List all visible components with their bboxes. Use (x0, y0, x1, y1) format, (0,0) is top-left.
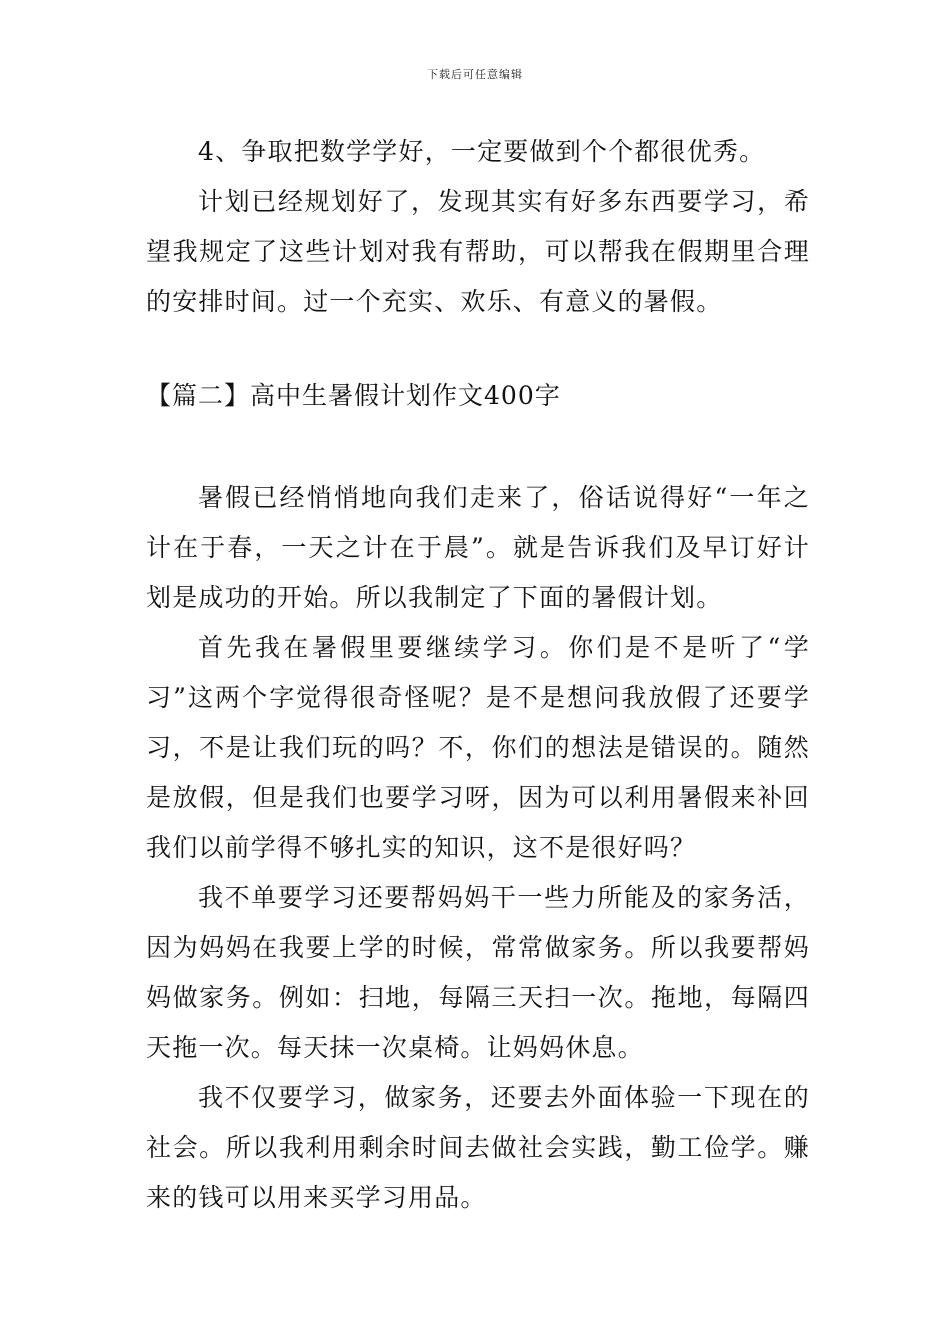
paragraph: 首先我在暑假里要继续学习。你们是不是听了“学习”这两个字觉得很奇怪呢？是不是想问我放假了还要学习，不是让我们玩的吗？不，你们的想法是错误的。随然是放假，但是我们也要学习呀，因为可以利用暑假来补回我们以前学得不够扎实的知识，这不是很好吗？ (146, 633, 810, 862)
paragraph: 暑假已经悄悄地向我们走来了，俗话说得好“一年之计在于春，一天之计在于晨”。就是告诉我们及早订好计划是成功的开始。所以我制定了下面的暑假计划。 (146, 483, 810, 612)
header-note: 下载后可任意编辑 (427, 68, 523, 81)
paragraph: 4、争取把数学学好，一定要做到个个都很优秀。 (198, 137, 766, 166)
section2-body (146, 473, 810, 1223)
section-heading: 【篇二】高中生暑假计划作文400字 (146, 381, 561, 410)
paragraph: 我不单要学习还要帮妈妈干一些力所能及的家务活，因为妈妈在我要上学的时候，常常做家务。所以我要帮妈妈做家务。例如：扫地，每隔三天扫一次。拖地，每隔四天拖一次。每天抹一次桌椅。让妈妈休息。 (146, 883, 810, 1062)
paragraph: 我不仅要学习，做家务，还要去外面体验一下现在的社会。所以我利用剩余时间去做社会实践，勤工俭学。赚来的钱可以用来买学习用品。 (146, 1083, 810, 1212)
section1-body (146, 127, 810, 327)
paragraph: 计划已经规划好了，发现其实有好多东西要学习，希望我规定了这些计划对我有帮助，可以帮我在假期里合理的安排时间。过一个充实、欢乐、有意义的暑假。 (146, 187, 810, 316)
